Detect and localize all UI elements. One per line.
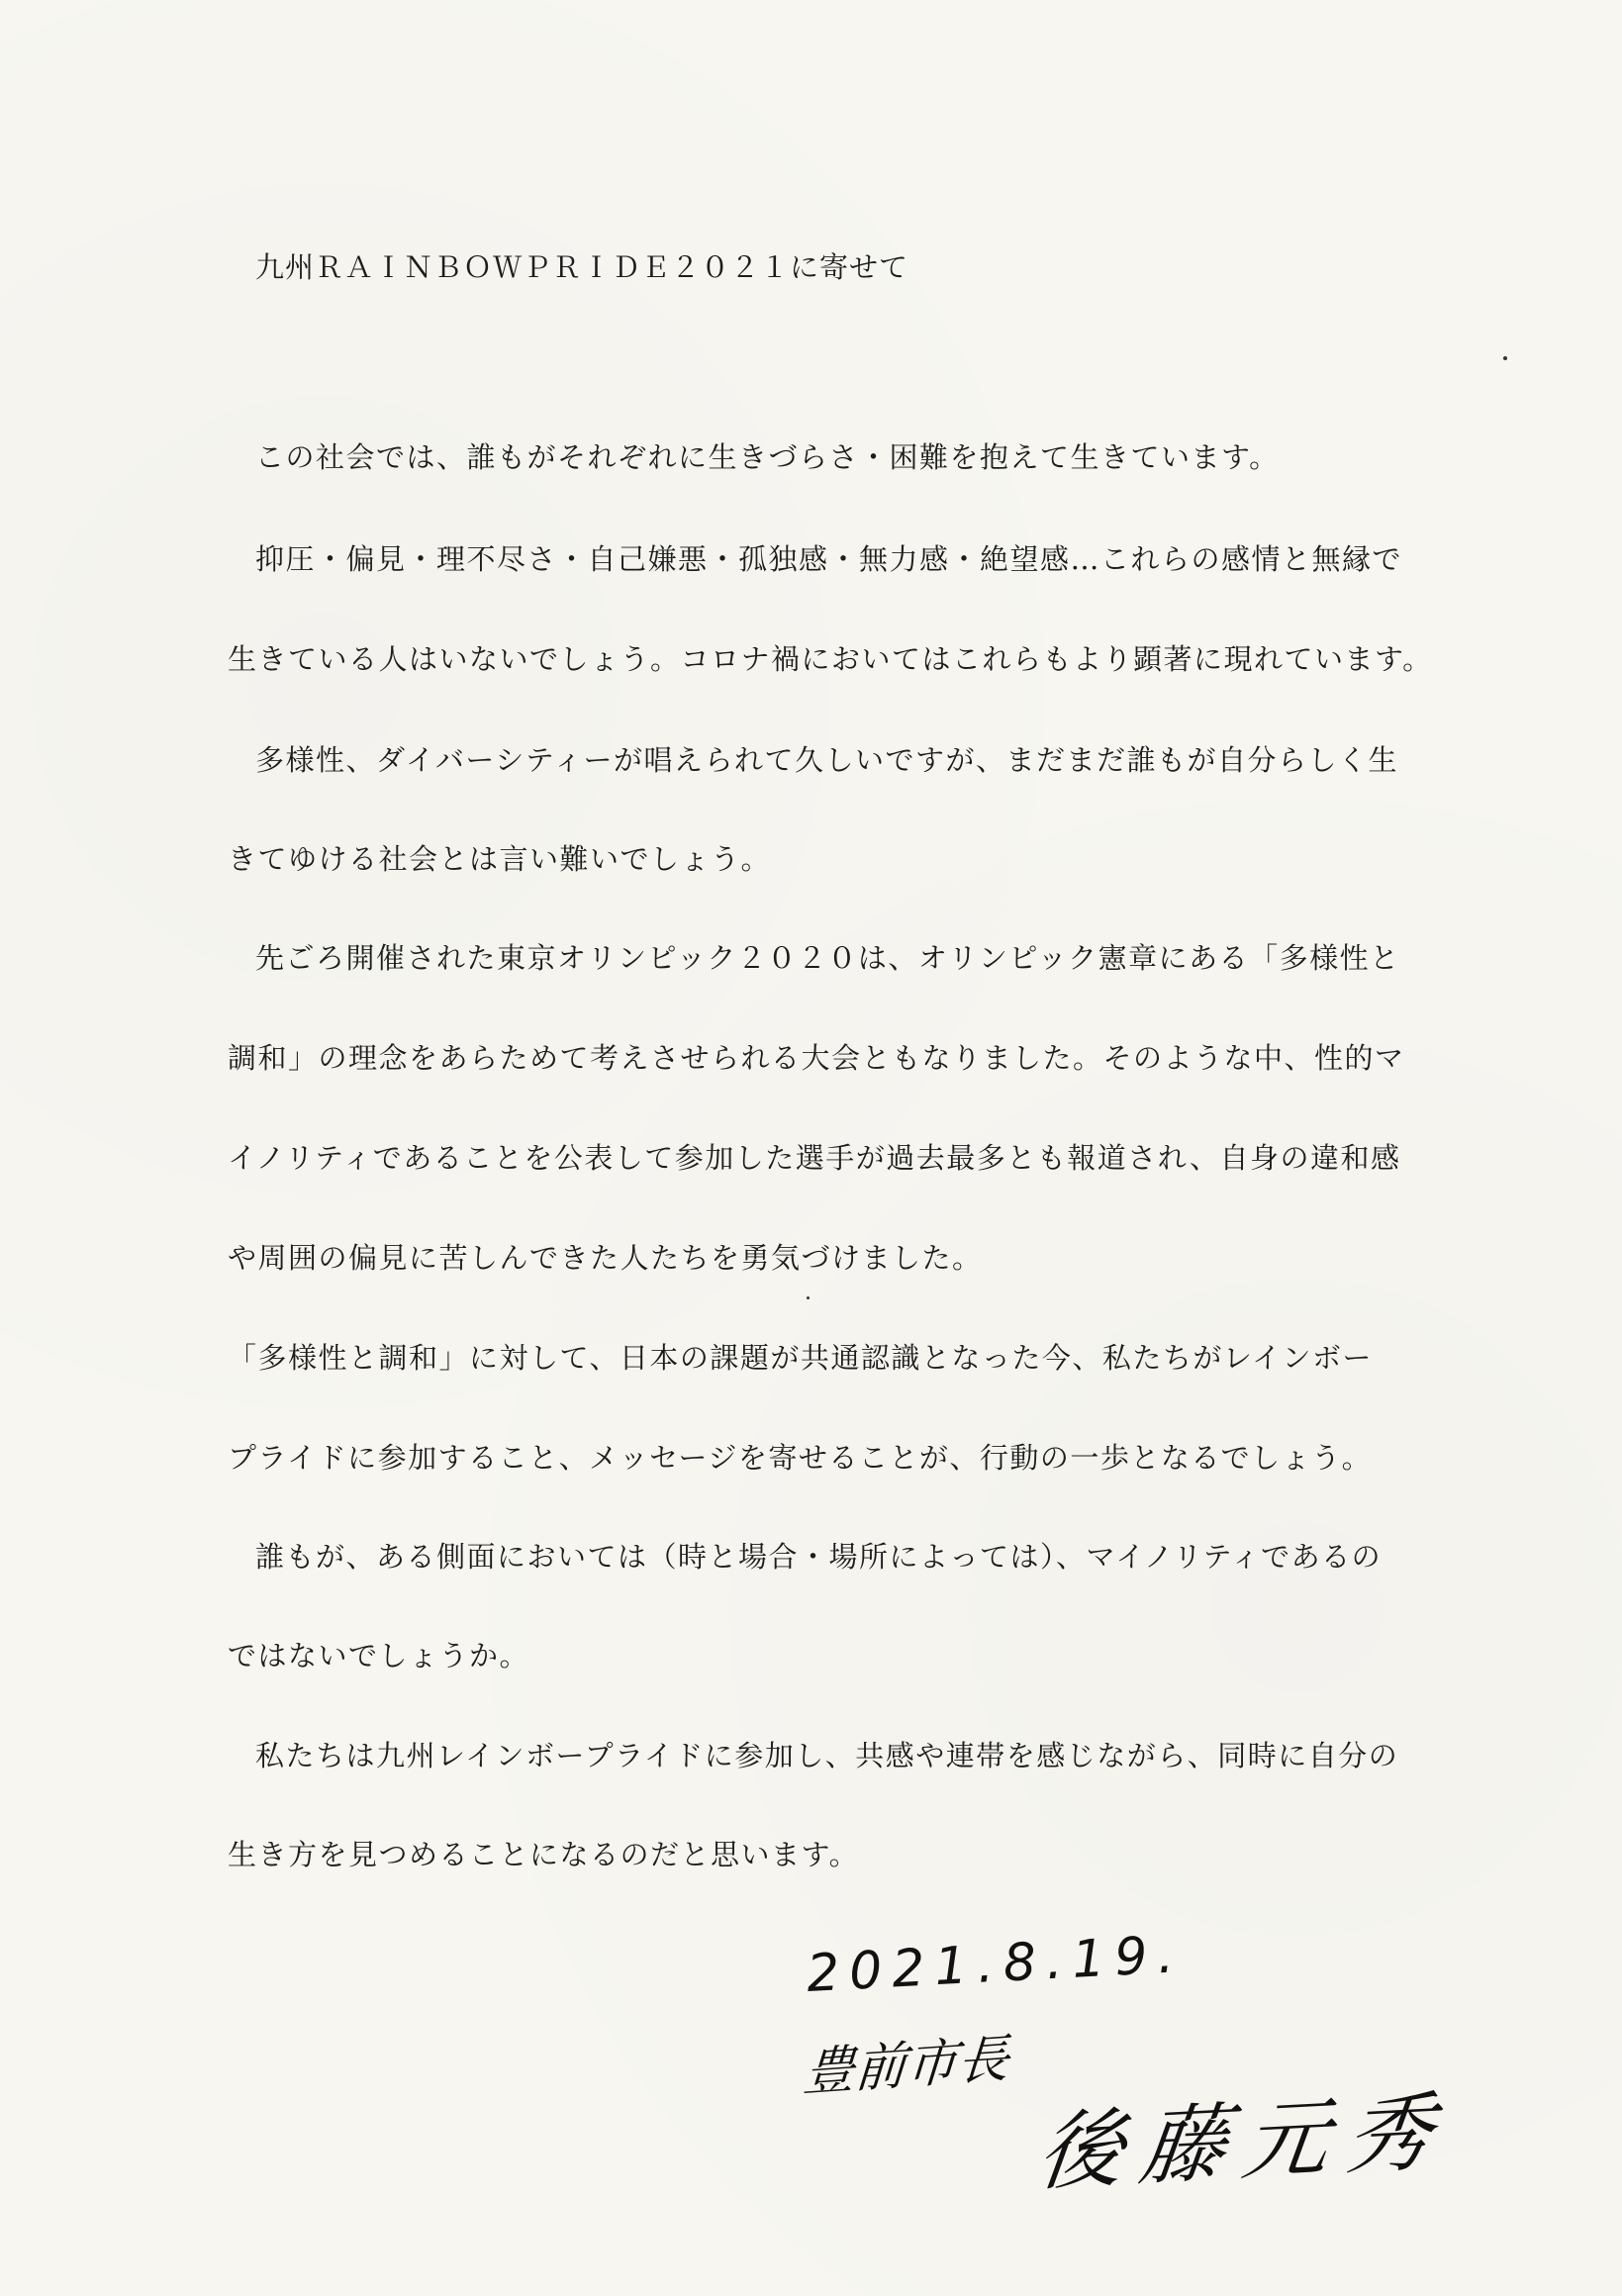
body-line: 「多様性と調和」に対して、日本の課題が共通認識となった今、私たちがレインボー — [228, 1341, 1373, 1375]
body-line: や周囲の偏見に苦しんできた人たちを勇気づけました。 — [228, 1241, 983, 1275]
body-line: イノリティであることを公表して参加した選手が過去最多とも報道され、自身の違和感 — [228, 1141, 1401, 1175]
body-line: 私たちは九州レインボープライドに参加し、共感や連帯を感じながら、同時に自分の — [255, 1739, 1399, 1772]
body-line: この社会では、誰もがそれぞれに生きづらさ・困難を抱えて生きています。 — [255, 440, 1280, 474]
body-line: プライドに参加すること、メッセージを寄せることが、行動の一歩となるでしょう。 — [228, 1441, 1373, 1475]
handwritten-signature: 後藤元秀 — [1032, 2081, 1456, 2204]
handwritten-position: 豊前市長 — [801, 2029, 1011, 2104]
body-line: 調和」の理念をあらためて考えさせられる大会ともなりました。そのような中、性的マ — [228, 1041, 1405, 1075]
letter-title: 九州ＲＡＩＮＢＯＷＰＲＩＤＥ２０２１に寄せて — [255, 250, 909, 284]
body-line: きてゆける社会とは言い難いでしょう。 — [228, 842, 772, 876]
handwritten-date: 2021.8.19. — [805, 1925, 1186, 2004]
body-line: 先ごろ開催された東京オリンピック２０２０は、オリンピック憲章にある「多様性と — [255, 941, 1400, 975]
paper-speck — [1503, 356, 1507, 360]
body-line: 抑圧・偏見・理不尽さ・自己嫌悪・孤独感・無力感・絶望感…これらの感情と無縁で — [255, 542, 1403, 576]
body-line: ではないでしょうか。 — [228, 1639, 530, 1673]
paper-speck — [807, 1296, 810, 1299]
body-line: 誰もが、ある側面においては（時と場合・場所によっては）、マイノリティであるの — [255, 1540, 1383, 1574]
body-line: 生き方を見つめることになるのだと思います。 — [228, 1838, 860, 1871]
body-line: 多様性、ダイバーシティーが唱えられて久しいですが、まだまだ誰もが自分らしく生 — [255, 743, 1398, 777]
body-line: 生きている人はいないでしょう。コロナ禍においてはこれらもより顕著に現れています。 — [228, 642, 1433, 676]
